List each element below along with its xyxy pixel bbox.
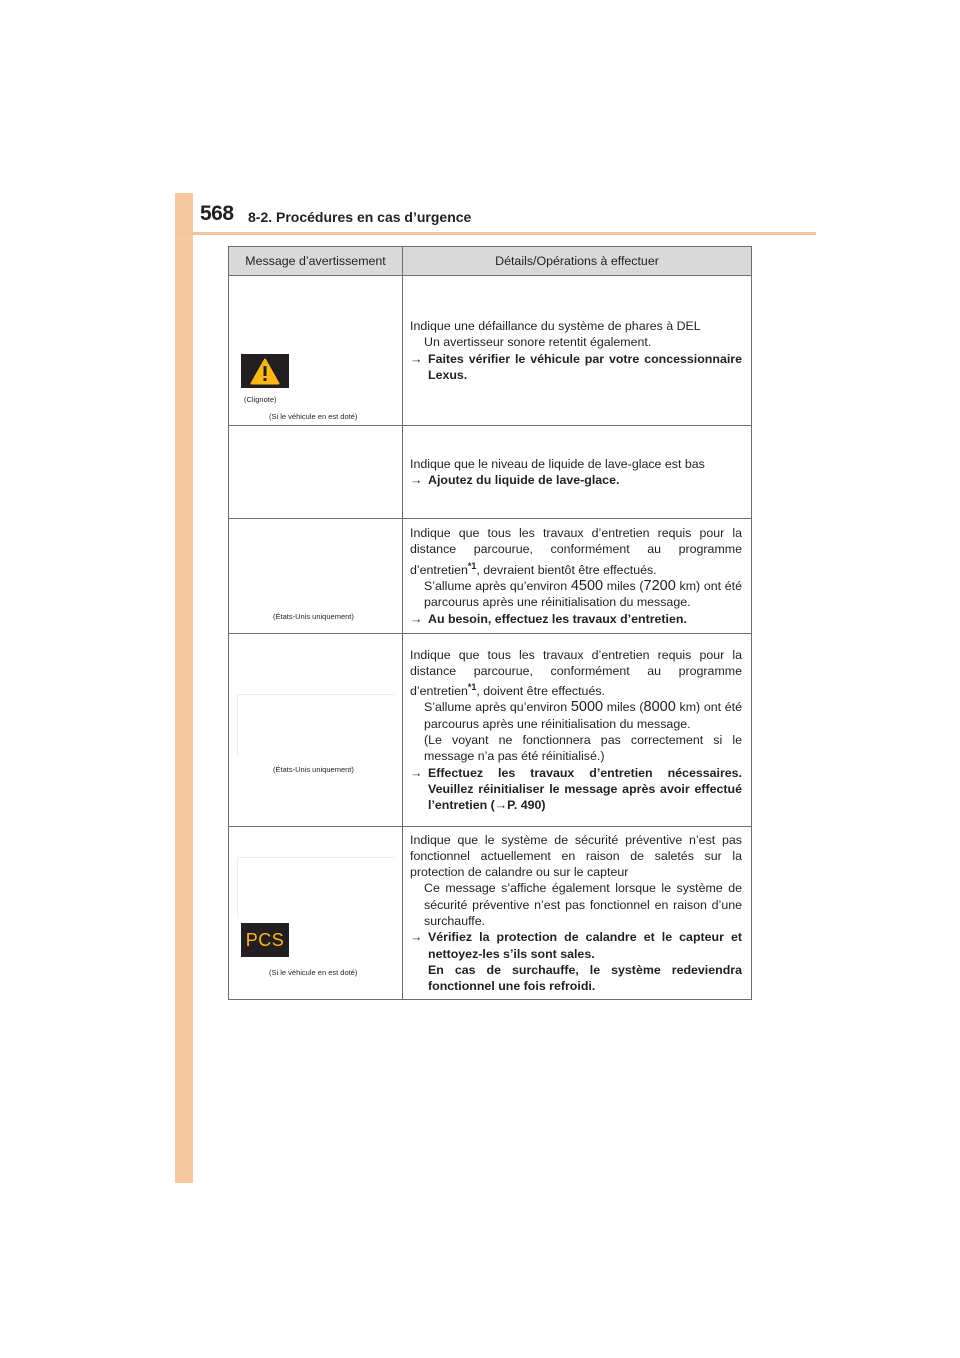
detail-subtext: S’allume après qu’environ 4500 miles (7200 km) ont été parcourus après une réinitialisation du message. [424,578,743,610]
col-header-details: Détails/Opérations à effectuer [403,247,752,276]
detail-action: → Effectuez les travaux d’entretien nécessaires. Veuillez réinitialiser le message après avoir effectué l’entretien (→P. 490) [410,765,742,813]
message-icon-cell [229,827,403,1000]
message-icon-cell [229,519,403,634]
detail-action: → Au besoin, effectuez les travaux d’entretien. [410,611,687,626]
detail-action: → Vérifiez la protection de calandre et le capteur et nettoyez-les s’ils sont sales. [410,930,742,961]
message-icon-cell [229,634,403,827]
details-cell [403,276,752,426]
details-cell [403,519,752,634]
pcs-icon: PCS [241,923,289,957]
message-icon-cell [229,276,403,426]
detail-subtext: S’allume après qu’environ 5000 miles (8000 km) ont été parcourus après une réinitialisation du message. [424,699,743,731]
note-blinks: (Clignote) [244,395,277,404]
section-title: 8-2. Procédures en cas d’urgence [248,209,472,225]
detail-action: → Ajoutez du liquide de lave-glace. [410,473,620,487]
table-row [229,827,752,1000]
arrow-icon: → [410,351,423,366]
arrow-icon: → [494,798,508,813]
arrow-icon: → [410,611,423,626]
detail-action-2: En cas de surchauffe, le système redeviendra fonctionnel une fois refroidi. [428,962,742,994]
table-row [229,426,752,519]
note-us-only: (États-Unis uniquement) [273,765,354,774]
warning-messages-table [228,246,752,1000]
table-row [229,634,752,827]
table-header-row [229,247,752,276]
detail-text: Indique une défaillance du système de phares à DEL [410,318,701,333]
detail-action: → Faites vérifier le véhicule par votre concessionnaire Lexus. [410,351,742,382]
arrow-icon: → [410,473,423,487]
detail-subtext: Ce message s’affiche également lorsque le système de sécurité préventive n’est pas fonctionnel en raison d’une surchauffe. [424,881,742,928]
note-us-only: (États-Unis uniquement) [273,612,354,621]
table-row [229,276,752,426]
detail-text: Indique que tous les travaux d’entretien requis pour la distance parcourue, conformément au programme d’entretien$^{*1}$, devraient bientôt être effectués. [410,526,742,577]
warning-triangle-icon [241,354,289,388]
details-cell [403,827,752,1000]
side-color-bar [175,193,193,1183]
arrow-icon: → [410,765,423,780]
col-header-message: Message d’avertissement [229,247,403,276]
detail-subtext: Un avertisseur sonore retentit également. [424,335,652,350]
header-rule [175,232,816,235]
details-cell [403,426,752,519]
table-row [229,519,752,634]
arrow-icon: → [410,930,423,945]
note-if-equipped: (Si le véhicule en est doté) [269,412,358,421]
page-number: 568 [200,202,234,225]
message-icon-cell [229,426,403,519]
page-reference-link[interactable]: P. 490 [507,798,542,813]
details-cell [403,634,752,827]
display-outline [237,857,394,918]
detail-text: Indique que tous les travaux d’entretien requis pour la distance parcourue, conformément au programme d’entretien$^{*1}$, doivent être effectués. [410,647,742,699]
detail-text: Indique que le système de sécurité préventive n’est pas fonctionnel actuellement en raison de saletés sur la protection de calandre ou sur le capteur [410,832,742,880]
note-if-equipped: (Si le véhicule en est doté) [269,968,358,977]
detail-subtext-2: (Le voyant ne fonctionnera pas correctement si le message n’a pas été réinitialisé.) [424,733,742,764]
display-outline [237,694,394,755]
detail-text: Indique que le niveau de liquide de lave-glace est bas [410,456,705,471]
